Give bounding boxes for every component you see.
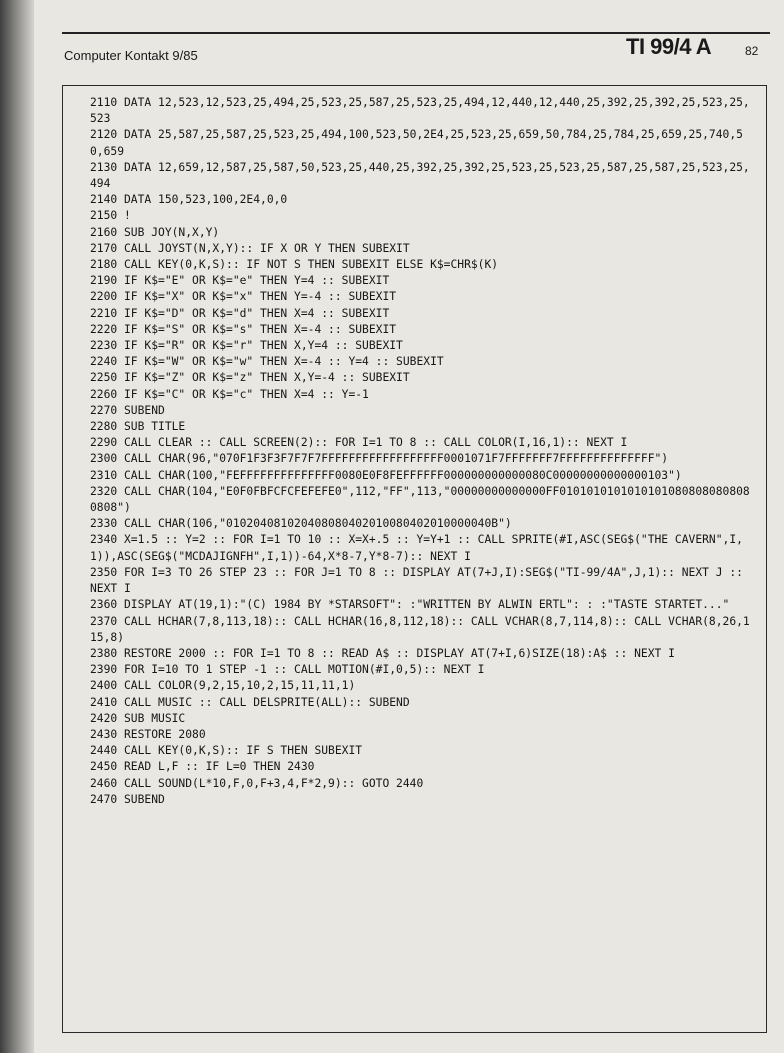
- listing-line: 2330 CALL CHAR(106,"010204081020408080402010080402010000040B"): [90, 517, 512, 531]
- listing-line: 2380 RESTORE 2000 :: FOR I=1 TO 8 :: READ A$ :: DISPLAY AT(7+I,6)SIZE(18):A$ :: NEXT I: [90, 646, 675, 660]
- listing-line: 2110 DATA 12,523,12,523,25,494,25,523,25,587,25,523,25,494,12,440,12,440,25,392,25,392,25,523,25,523: [90, 96, 750, 126]
- listing-line: 2340 X=1.5 :: Y=2 :: FOR I=1 TO 10 :: X=X+.5 :: Y=Y+1 :: CALL SPRITE(#I,ASC(SEG$("THE CAVERN",I,1)),ASC(SEG$("MCDAJIGNFH",I,1))-64,X*8-7,Y*8-7):: NEXT I: [90, 533, 743, 563]
- listing-line: 2370 CALL HCHAR(7,8,113,18):: CALL HCHAR(16,8,112,18):: CALL VCHAR(8,7,114,8):: CALL VCHAR(8,26,115,8): [90, 614, 750, 644]
- listing-line: 2430 RESTORE 2080: [90, 727, 206, 741]
- magazine-issue: Computer Kontakt 9/85: [64, 48, 198, 63]
- listing-line: 2320 CALL CHAR(104,"E0F0FBFCFCFEFEFE0",112,"FF",113,"00000000000000FF01010101010101010808080808080808"): [90, 484, 750, 515]
- listing-line: 2350 FOR I=3 TO 26 STEP 23 :: FOR J=1 TO 8 :: DISPLAY AT(7+J,I):SEG$("TI-99/4A",J,1):: NEXT J :: NEXT I: [90, 565, 750, 596]
- listing-line: 2200 IF K$="X" OR K$="x" THEN Y=-4 :: SUBEXIT: [90, 290, 397, 304]
- listing-line: 2160 SUB JOY(N,X,Y): [90, 225, 220, 239]
- section-title: TI 99/4 A: [626, 34, 712, 59]
- listing-line: 2470 SUBEND: [90, 792, 165, 806]
- listing-line: 2300 CALL CHAR(96,"070F1F3F3F7F7F7FFFFFFFFFFFFFFFFFF0001071F7FFFFFFF7FFFFFFFFFFFFFF"): [90, 452, 669, 466]
- listing-line: 2400 CALL COLOR(9,2,15,10,2,15,11,11,1): [90, 679, 356, 693]
- listing-line: 2390 FOR I=10 TO 1 STEP -1 :: CALL MOTION(#I,0,5):: NEXT I: [90, 663, 485, 677]
- listing-line: 2240 IF K$="W" OR K$="w" THEN X=-4 :: Y=4 :: SUBEXIT: [90, 355, 444, 369]
- page-number: 82: [745, 44, 759, 58]
- listing-line: 2140 DATA 150,523,100,2E4,0,0: [90, 193, 288, 207]
- listing-line: 2210 IF K$="D" OR K$="d" THEN X=4 :: SUBEXIT: [90, 306, 390, 320]
- listing-line: 2190 IF K$="E" OR K$="e" THEN Y=4 :: SUBEXIT: [90, 274, 390, 288]
- listing-line: 2290 CALL CLEAR :: CALL SCREEN(2):: FOR I=1 TO 8 :: CALL COLOR(I,16,1):: NEXT I: [90, 436, 628, 450]
- listing-line: 2450 READ L,F :: IF L=0 THEN 2430: [90, 760, 315, 774]
- listing-line: 2270 SUBEND: [90, 403, 165, 417]
- book-binding-shadow: [0, 0, 34, 1053]
- listing-line: 2260 IF K$="C" OR K$="c" THEN X=4 :: Y=-1: [90, 387, 369, 401]
- listing-line: 2410 CALL MUSIC :: CALL DELSPRITE(ALL):: SUBEND: [90, 695, 410, 709]
- listing-line: 2130 DATA 12,659,12,587,25,587,50,523,25,440,25,392,25,392,25,523,25,523,25,587,25,587,25,523,25,494: [90, 160, 750, 191]
- basic-listing: [90, 95, 755, 808]
- listing-line: 2360 DISPLAY AT(19,1):"(C) 1984 BY *STARSOFT": :"WRITTEN BY ALWIN ERTL": : :"TASTE STARTET...": [90, 598, 730, 612]
- listing-line: 2120 DATA 25,587,25,587,25,523,25,494,100,523,50,2E4,25,523,25,659,50,784,25,784,25,659,25,740,50,659: [90, 128, 743, 158]
- listing-line: 2280 SUB TITLE: [90, 420, 186, 434]
- listing-line: 2220 IF K$="S" OR K$="s" THEN X=-4 :: SUBEXIT: [90, 322, 397, 336]
- listing-line: 2150 !: [90, 209, 131, 223]
- listing-line: 2310 CALL CHAR(100,"FEFFFFFFFFFFFFFF0080E0F8FEFFFFFF000000000000080C00000000000000103"): [90, 468, 682, 482]
- listing-line: 2180 CALL KEY(0,K,S):: IF NOT S THEN SUBEXIT ELSE K$=CHR$(K): [90, 258, 499, 272]
- listing-line: 2250 IF K$="Z" OR K$="z" THEN X,Y=-4 :: SUBEXIT: [90, 371, 410, 385]
- listing-line: 2170 CALL JOYST(N,X,Y):: IF X OR Y THEN SUBEXIT: [90, 241, 410, 255]
- listing-line: 2230 IF K$="R" OR K$="r" THEN X,Y=4 :: SUBEXIT: [90, 339, 403, 353]
- listing-line: 2440 CALL KEY(0,K,S):: IF S THEN SUBEXIT: [90, 744, 363, 758]
- listing-line: 2460 CALL SOUND(L*10,F,0,F+3,4,F*2,9):: GOTO 2440: [90, 776, 424, 790]
- listing-line: 2420 SUB MUSIC: [90, 711, 186, 725]
